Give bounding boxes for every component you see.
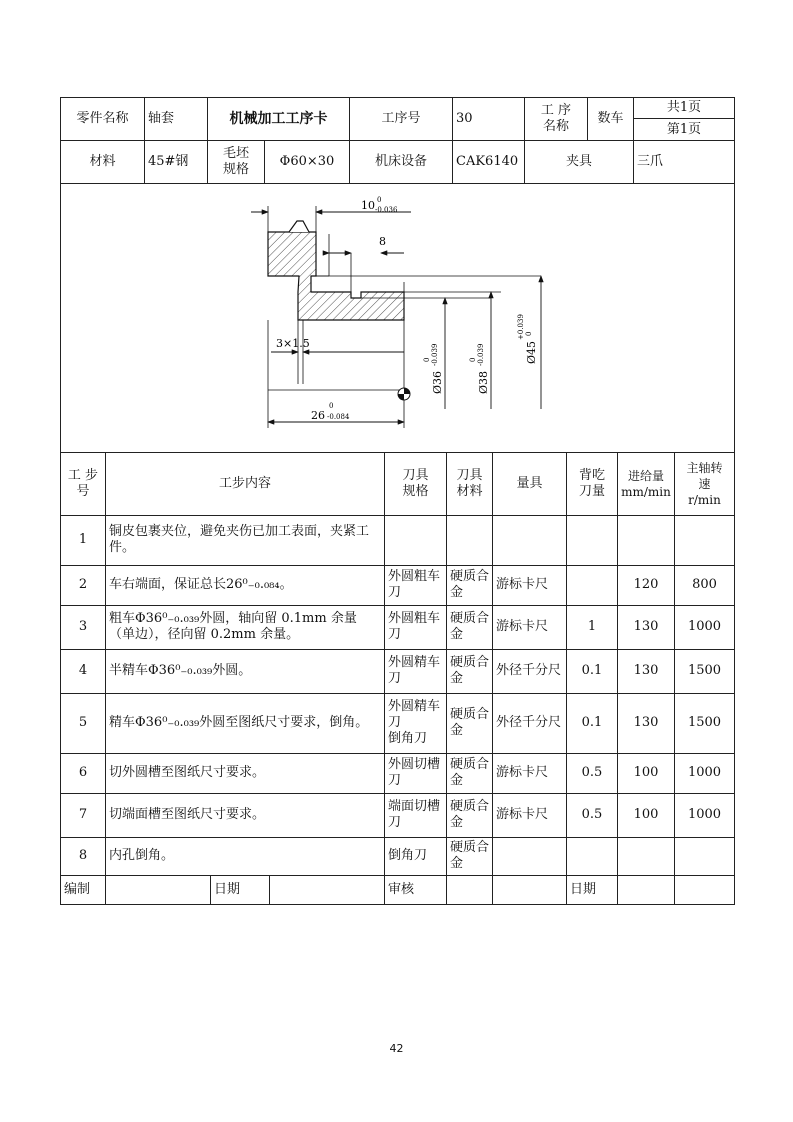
step-depth xyxy=(567,837,618,875)
step-number: 4 xyxy=(61,649,106,693)
step-speed: 1500 xyxy=(675,649,735,693)
step-depth: 0.5 xyxy=(567,753,618,793)
dim-d36-lower-tol: -0.039 xyxy=(431,343,439,366)
step-tool-material: 硬质合金 xyxy=(447,565,493,605)
col-tool: 刀具 规格 xyxy=(385,453,447,515)
part-name-label: 零件名称 xyxy=(61,98,145,141)
step-number: 3 xyxy=(61,605,106,649)
dim-10-lower-tol: -0.036 xyxy=(375,206,398,214)
blank-label: 毛坯 规格 xyxy=(208,141,265,183)
step-feed: 100 xyxy=(618,753,675,793)
step-tool-material xyxy=(447,515,493,565)
dim-d38-lower-tol: -0.039 xyxy=(477,343,485,366)
table-row xyxy=(61,753,735,793)
step-gauge: 游标卡尺 xyxy=(493,605,567,649)
review-label: 审核 xyxy=(385,875,447,904)
col-content: 工步内容 xyxy=(106,453,385,515)
step-tool-material: 硬质合金 xyxy=(447,649,493,693)
step-tool: 外圆精车刀 倒角刀 xyxy=(385,693,447,753)
col-gauge: 量具 xyxy=(493,453,567,515)
step-content: 精车Φ36⁰₋₀.₀₃₉外圆至图纸尺寸要求，倒角。 xyxy=(106,693,385,753)
step-depth xyxy=(567,515,618,565)
part-drawing xyxy=(61,184,735,453)
step-depth: 1 xyxy=(567,605,618,649)
step-content: 切外圆槽至图纸尺寸要求。 xyxy=(106,753,385,793)
step-feed xyxy=(618,515,675,565)
table-row xyxy=(61,649,735,693)
col-step: 工 步 号 xyxy=(61,453,106,515)
part-drawing-svg xyxy=(61,184,733,452)
step-speed: 1000 xyxy=(675,793,735,837)
step-tool-material: 硬质合金 xyxy=(447,793,493,837)
step-tool: 外圆切槽刀 xyxy=(385,753,447,793)
step-speed xyxy=(675,515,735,565)
op-no-label: 工序号 xyxy=(350,98,453,141)
step-number: 2 xyxy=(61,565,106,605)
steps-table xyxy=(60,453,735,905)
material: 45#钢 xyxy=(145,141,208,184)
step-feed: 100 xyxy=(618,793,675,837)
step-speed: 1500 xyxy=(675,693,735,753)
step-content: 内孔倒角。 xyxy=(106,837,385,875)
table-row xyxy=(61,565,735,605)
material-label: 材料 xyxy=(61,141,145,184)
dim-3x1-5: 3×1.5 xyxy=(276,337,310,350)
step-tool-material: 硬质合金 xyxy=(447,753,493,793)
step-content: 切端面槽至图纸尺寸要求。 xyxy=(106,793,385,837)
dim-10: 10 xyxy=(361,199,375,212)
table-row xyxy=(61,693,735,753)
step-number: 7 xyxy=(61,793,106,837)
op-no: 30 xyxy=(453,98,525,141)
step-depth: 0.1 xyxy=(567,649,618,693)
step-depth: 0.5 xyxy=(567,793,618,837)
step-tool: 端面切槽刀 xyxy=(385,793,447,837)
step-rows xyxy=(61,515,735,875)
step-tool: 外圆粗车刀 xyxy=(385,565,447,605)
process-card xyxy=(60,97,734,905)
step-feed: 130 xyxy=(618,605,675,649)
step-tool-material: 硬质合金 xyxy=(447,837,493,875)
step-speed xyxy=(675,837,735,875)
col-tool-material: 刀具 材料 xyxy=(447,453,493,515)
dim-d38-upper-tol: 0 xyxy=(469,357,477,362)
step-content: 铜皮包裹夹位，避免夹伤已加工表面，夹紧工件。 xyxy=(106,515,385,565)
dim-d38: Ø38 xyxy=(477,370,490,394)
header-table xyxy=(60,97,735,453)
compiled-label: 编制 xyxy=(61,875,106,904)
step-content: 车右端面，保证总长26⁰₋₀.₀₈₄。 xyxy=(106,565,385,605)
fixture: 三爪 xyxy=(634,141,735,184)
page-index: 第1页 xyxy=(666,122,702,137)
step-number: 6 xyxy=(61,753,106,793)
op-name: 数车 xyxy=(588,98,634,141)
table-row xyxy=(61,515,735,565)
step-feed xyxy=(618,837,675,875)
step-gauge: 游标卡尺 xyxy=(493,565,567,605)
step-gauge xyxy=(493,515,567,565)
table-row xyxy=(61,605,735,649)
table-row xyxy=(61,837,735,875)
col-feed: 进给量 mm/min xyxy=(618,453,675,515)
part-name: 轴套 xyxy=(145,98,208,141)
end-face-groove xyxy=(289,221,309,232)
step-speed: 1000 xyxy=(675,605,735,649)
step-tool xyxy=(385,515,447,565)
date-label: 日期 xyxy=(211,876,270,904)
step-number: 5 xyxy=(61,693,106,753)
step-depth: 0.1 xyxy=(567,693,618,753)
step-tool-material: 硬质合金 xyxy=(447,605,493,649)
step-content: 半精车Φ36⁰₋₀.₀₃₉外圆。 xyxy=(106,649,385,693)
dim-d36: Ø36 xyxy=(431,370,444,394)
date-label-2: 日期 xyxy=(567,875,618,904)
fixture-label: 夹具 xyxy=(525,141,634,184)
dim-10-upper-tol: 0 xyxy=(377,196,382,204)
step-feed: 130 xyxy=(618,693,675,753)
step-content: 粗车Φ36⁰₋₀.₀₃₉外圆，轴向留 0.1mm 余量（单边），径向留 0.2mm 余量。 xyxy=(106,605,385,649)
dim-d36-upper-tol: 0 xyxy=(423,357,431,362)
step-gauge: 外径千分尺 xyxy=(493,649,567,693)
table-row xyxy=(61,793,735,837)
blank-spec: Φ60×30 xyxy=(279,154,335,169)
dim-8: 8 xyxy=(379,235,386,248)
step-tool-material: 硬质合金 xyxy=(447,693,493,753)
card-title: 机械加工工序卡 xyxy=(208,98,350,141)
step-gauge: 游标卡尺 xyxy=(493,793,567,837)
col-depth: 背吃 刀量 xyxy=(567,453,618,515)
step-gauge: 外径千分尺 xyxy=(493,693,567,753)
col-speed: 主轴转 速 r/min xyxy=(675,453,735,515)
dim-d45: Ø45 xyxy=(525,340,538,364)
total-pages: 共1页 xyxy=(634,98,734,119)
dim-26-lower-tol: -0.084 xyxy=(327,413,350,421)
step-speed: 1000 xyxy=(675,753,735,793)
page-number: 42 xyxy=(389,1042,404,1055)
step-tool: 外圆精车刀 xyxy=(385,649,447,693)
step-feed: 120 xyxy=(618,565,675,605)
dim-d45-lower-tol: 0 xyxy=(525,331,533,336)
dim-26: 26 xyxy=(311,409,325,422)
dim-d45-upper-tol: +0.039 xyxy=(517,314,525,340)
step-tool: 外圆粗车刀 xyxy=(385,605,447,649)
step-number: 8 xyxy=(61,837,106,875)
step-feed: 130 xyxy=(618,649,675,693)
dim-26-upper-tol: 0 xyxy=(329,402,334,410)
op-name-label: 工 序 名称 xyxy=(525,98,588,141)
machine-label: 机床设备 xyxy=(350,141,453,184)
step-gauge xyxy=(493,837,567,875)
step-number: 1 xyxy=(61,515,106,565)
step-depth xyxy=(567,565,618,605)
step-gauge: 游标卡尺 xyxy=(493,753,567,793)
machine: CAK6140 xyxy=(453,141,525,184)
step-speed: 800 xyxy=(675,565,735,605)
step-tool: 倒角刀 xyxy=(385,837,447,875)
